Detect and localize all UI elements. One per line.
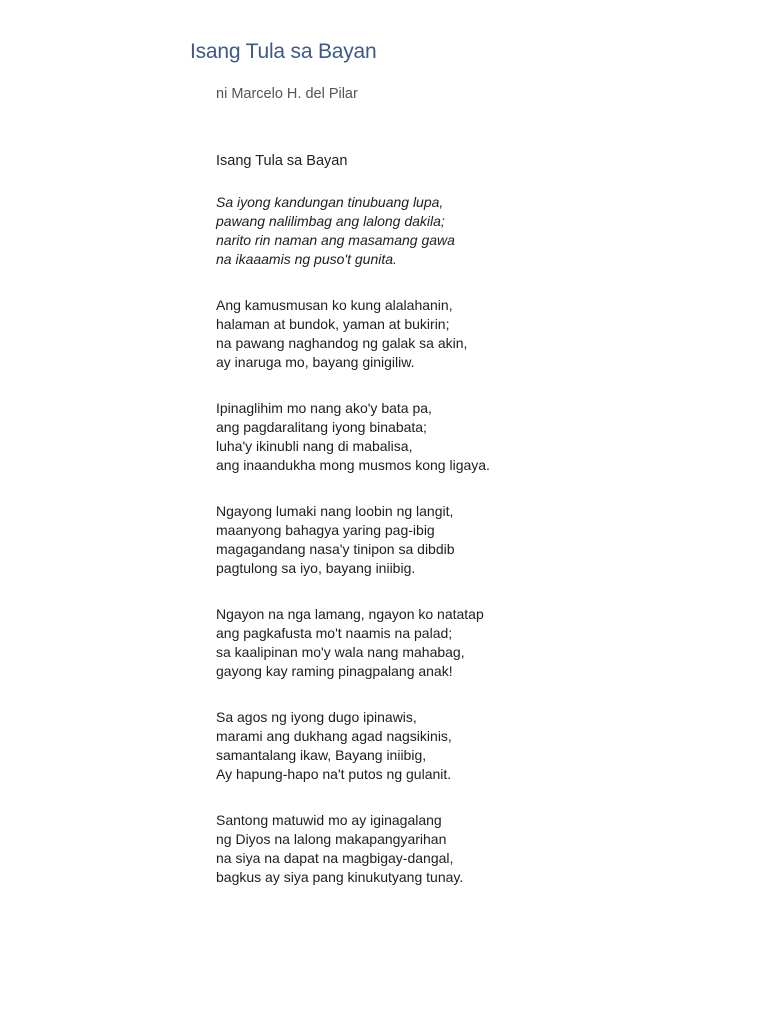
stanza-3 xyxy=(216,399,636,475)
stanza-1 xyxy=(216,193,636,269)
poem-line: ang pagdaralitang iyong binabata; xyxy=(216,419,427,435)
poem-line: gayong kay raming pinagpalang anak! xyxy=(216,663,453,679)
stanza-5 xyxy=(216,605,636,681)
poem-body xyxy=(216,152,636,914)
poem-line: luha'y ikinubli nang di mabalisa, xyxy=(216,438,413,454)
poem-line: maanyong bahagya yaring pag-ibig xyxy=(216,522,435,538)
stanza-4 xyxy=(216,502,636,578)
poem-line: magagandang nasa'y tinipon sa dibdib xyxy=(216,541,455,557)
stanza-2 xyxy=(216,296,636,372)
poem-line: narito rin naman ang masamang gawa xyxy=(216,232,455,248)
poem-line: Ipinaglihim mo nang ako'y bata pa, xyxy=(216,400,432,416)
poem-line: pawang nalilimbag ang lalong dakila; xyxy=(216,213,445,229)
poem-line: sa kaalipinan mo'y wala nang mahabag, xyxy=(216,644,465,660)
poem-line: Santong matuwid mo ay iginagalang xyxy=(216,812,442,828)
poem-line: ay inaruga mo, bayang ginigiliw. xyxy=(216,354,415,370)
poem-title: Isang Tula sa Bayan xyxy=(216,153,348,169)
poem-line: samantalang ikaw, Bayang iniibig, xyxy=(216,747,427,763)
poem-line: Sa iyong kandungan tinubuang lupa, xyxy=(216,194,444,210)
poem-line: Sa agos ng iyong dugo ipinawis, xyxy=(216,709,417,725)
poem-line: marami ang dukhang agad nagsikinis, xyxy=(216,728,452,744)
document-title: Isang Tula sa Bayan xyxy=(190,40,377,63)
poem-line: ng Diyos na lalong makapangyarihan xyxy=(216,831,447,847)
poem-line: ang pagkafusta mo't naamis na palad; xyxy=(216,625,453,641)
poem-line: Ngayong lumaki nang loobin ng langit, xyxy=(216,503,454,519)
poem-line: Ngayon na nga lamang, ngayon ko natatap xyxy=(216,606,484,622)
poem-line: na siya na dapat na magbigay-dangal, xyxy=(216,850,454,866)
stanza-6 xyxy=(216,708,636,784)
poem-line: na ikaaamis ng puso't gunita. xyxy=(216,251,397,267)
poem-line: bagkus ay siya pang kinukutyang tunay. xyxy=(216,869,464,885)
stanza-7 xyxy=(216,811,636,887)
poem-line: Ang kamusmusan ko kung alalahanin, xyxy=(216,297,453,313)
poem-line: Ay hapung-hapo na't putos ng gulanit. xyxy=(216,766,452,782)
poem-line: pagtulong sa iyo, bayang iniibig. xyxy=(216,560,416,576)
author-byline: ni Marcelo H. del Pilar xyxy=(216,86,358,102)
poem-line: ang inaandukha mong musmos kong ligaya. xyxy=(216,457,490,473)
poem-line: halaman at bundok, yaman at bukirin; xyxy=(216,316,450,332)
poem-line: na pawang naghandog ng galak sa akin, xyxy=(216,335,468,351)
